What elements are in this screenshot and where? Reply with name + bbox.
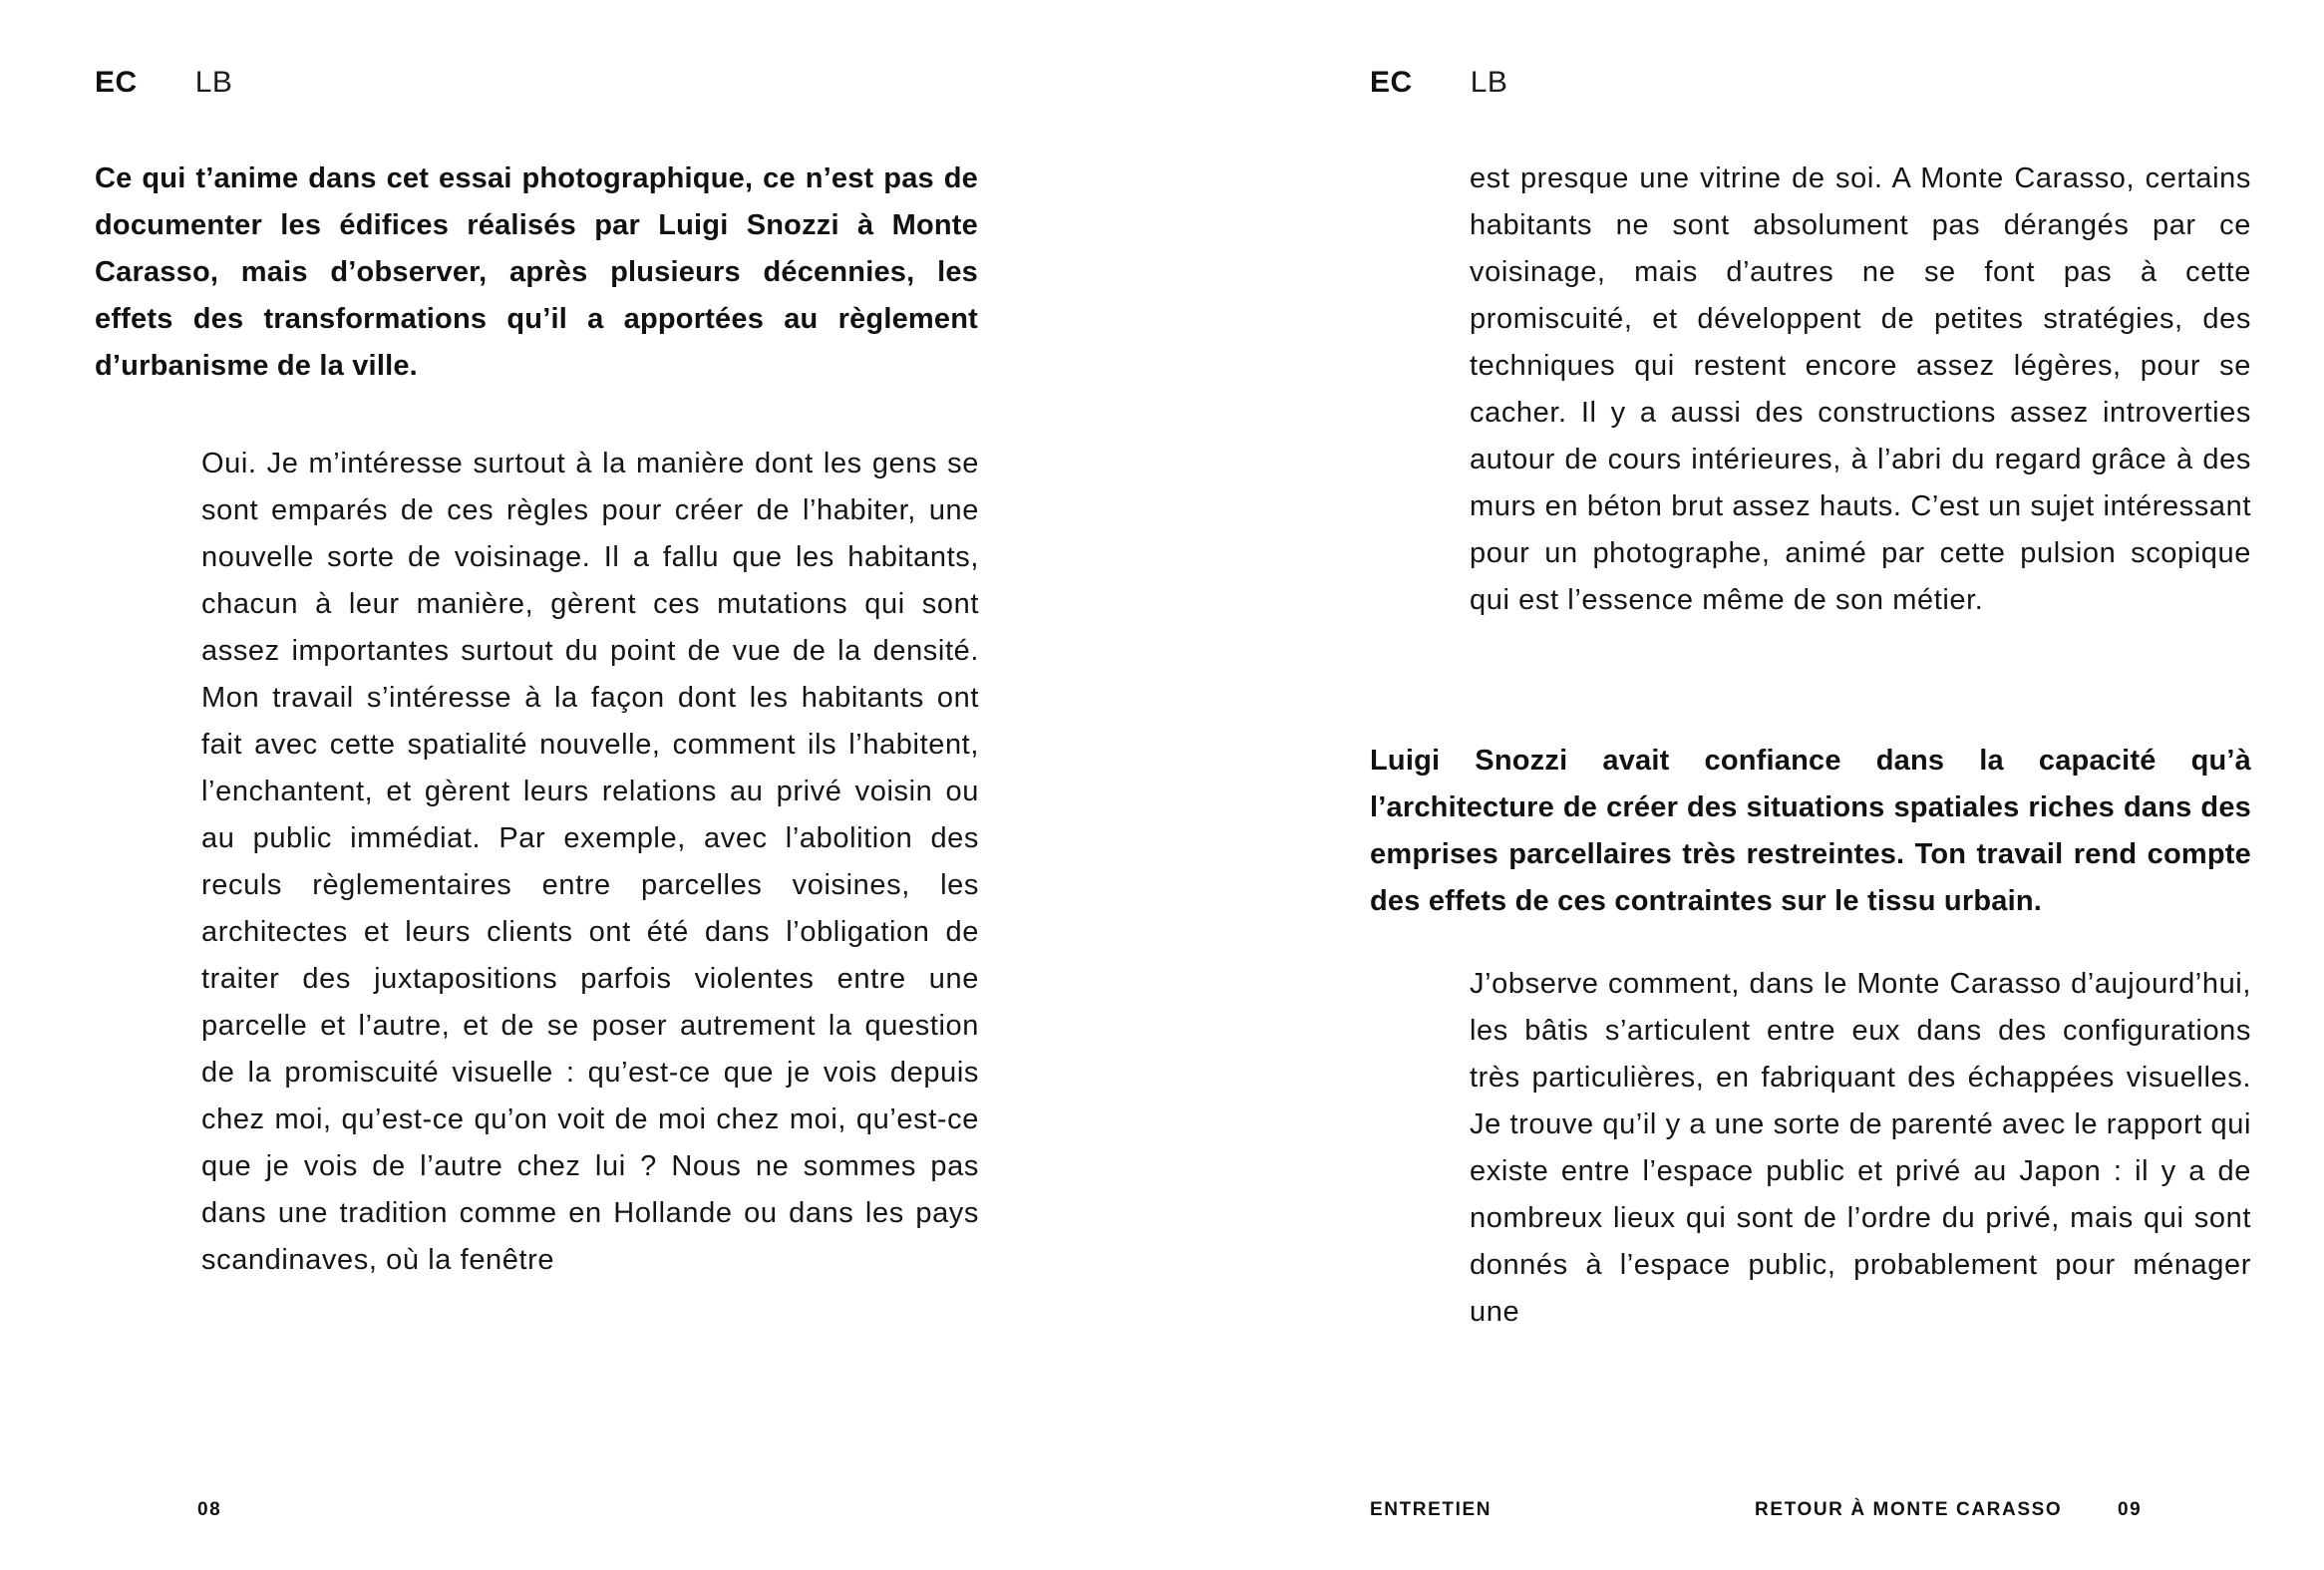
right-question-paragraph: Luigi Snozzi avait confiance dans la capacité qu’à l’architecture de créer des situations spatiales riches dans des emprises parcellaires très restreintes. Ton travail rend compte des effets de ces contraintes sur le tissu urbain.: [1370, 745, 2251, 917]
right-answer-continuation-paragraph: est presque une vitrine de soi. A Monte Carasso, certains habitants ne sont absolument pas dérangés par ce voisinage, mais d’autres ne se font pas à cette promiscuité, et développent de petites stratégies, des techniques qui restent encore assez légères, pour se cacher. Il y a aussi des constructions assez introverties autour de cours intérieures, à l’abri du regard grâce à des murs en béton brut assez hauts. C’est un sujet intéressant pour un photographe, animé par cette pulsion scopique qui est l’essence même de son métier.: [1470, 162, 2251, 616]
left-answer-paragraph: Oui. Je m’intéresse surtout à la manière dont les gens se sont emparés de ces règles pour créer de l’habiter, une nouvelle sorte de voisinage. Il a fallu que les habitants, chacun à leur manière, gèrent ces mutations qui sont assez importantes surtout du point de vue de la densité. Mon travail s’intéresse à la façon dont les habitants ont fait avec cette spatialité nouvelle, comment ils l’habitent, l’enchantent, et gèrent leurs relations au privé voisin ou au public immédiat. Par exemple, avec l’abolition des reculs règlementaires entre parcelles voisines, les architectes et leurs clients ont été dans l’obligation de traiter des juxtapositions parfois violentes entre une parcelle et l’autre, et de se poser autrement la question de la promiscuité visuelle : qu’est-ce que je vois depuis chez moi, qu’est-ce qu’on voit de moi chez moi, qu’est-ce que je vois de l’autre chez lui ? Nous ne sommes pas dans une tradition comme en Hollande ou dans les pays scandinaves, où la fenêtre: [201, 448, 979, 1276]
footer-article-title: RETOUR À MONTE CARASSO: [1755, 1499, 2063, 1520]
interviewee-initials: LB: [194, 66, 233, 99]
interviewee-initials: LB: [1470, 66, 1508, 99]
right-page-header: [1370, 66, 1507, 100]
left-question-paragraph: Ce qui t’anime dans cet essai photographique, ce n’est pas de documenter les édifices réalisés par Luigi Snozzi à Monte Carasso, mais d’observer, après plusieurs décennies, les effets des transformations qu’il a apportées au règlement d’urbanisme de la ville.: [95, 162, 978, 382]
left-page-number: 08: [197, 1499, 222, 1520]
right-answer-paragraph: J’observe comment, dans le Monte Carasso d’aujourd’hui, les bâtis s’articulent entre eux dans des configurations très particulières, en fabriquant des échappées visuelles. Je trouve qu’il y a une sorte de parenté avec le rapport qui existe entre l’espace public et privé au Japon : il y a de nombreux lieux qui sont de l’ordre du privé, mais qui sont donnés à l’espace public, probablement pour ménager une: [1470, 968, 2252, 1328]
right-page-number: 09: [2118, 1499, 2143, 1520]
footer-section-label: ENTRETIEN: [1370, 1499, 1493, 1520]
left-page-header: [95, 66, 232, 100]
interviewer-initials: EC: [1370, 66, 1413, 99]
interviewer-initials: EC: [95, 66, 138, 99]
